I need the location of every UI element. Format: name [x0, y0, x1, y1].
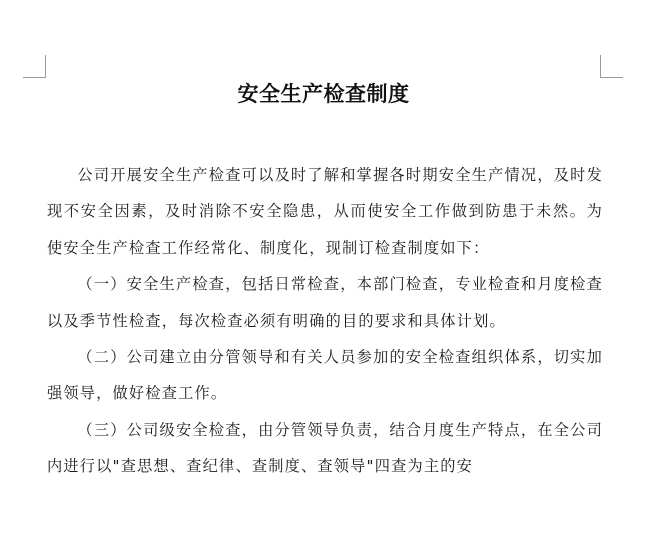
margin-corner-mark-top-right — [600, 55, 623, 78]
paragraph-intro: 公司开展安全生产检查可以及时了解和掌握各时期安全生产情况，及时发现不安全因素，及时消除不安全隐患，从而使安全工作做到防患于未然。为使安全生产检查工作经常化、制度化，现制订检查制度如下： — [47, 166, 603, 257]
document-body — [47, 157, 603, 485]
margin-corner-mark-top-left — [23, 55, 46, 78]
paragraph-item-3: （三）公司级安全检查，由分管领导负责，结合月度生产特点，在全公司内进行以"查思想、查纪律、查制度、查领导"四查为主的安 — [47, 420, 603, 476]
document-title: 安全生产检查制度 — [237, 81, 410, 106]
paragraph-item-1: （一）安全生产检查，包括日常检查，本部门检查，专业检查和月度检查以及季节性检查，每次检查必须有明确的目的要求和具体计划。 — [47, 275, 603, 330]
paragraph-item-2: （二）公司建立由分管领导和有关人员参加的安全检查组织体系，切实加强领导，做好检查工作。 — [47, 348, 603, 403]
